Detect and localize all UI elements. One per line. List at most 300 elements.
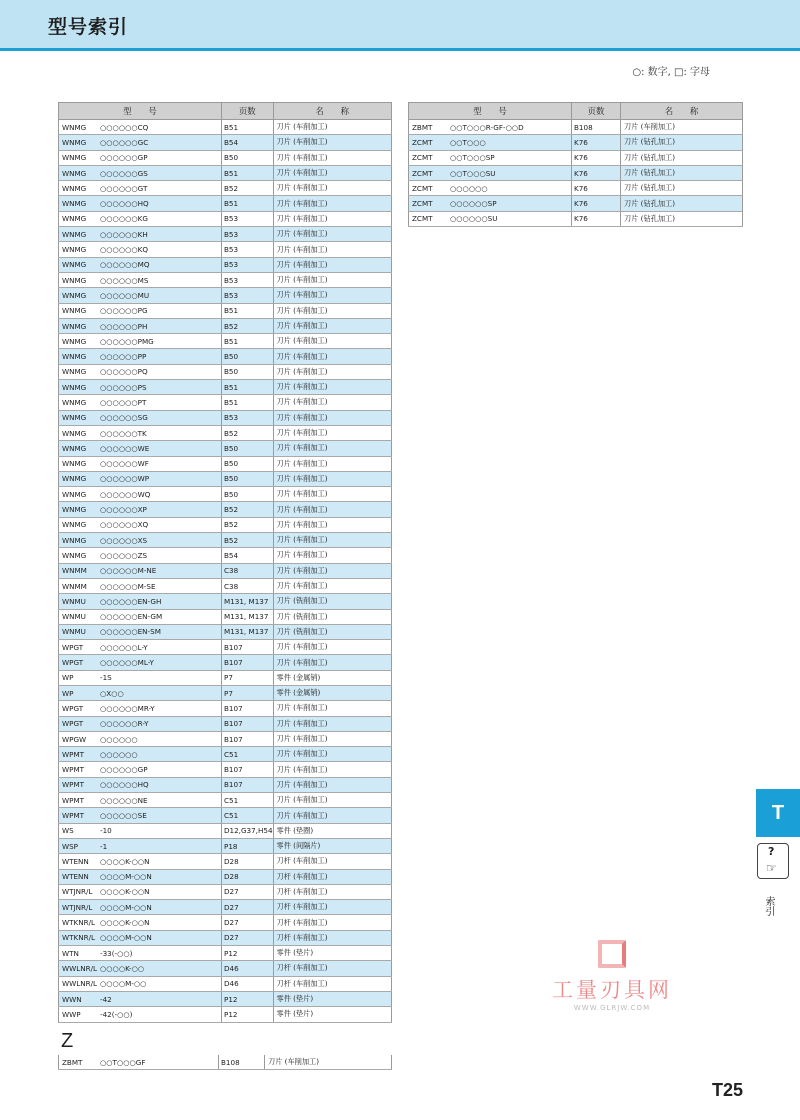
model-code: WTKNR/L [62, 918, 96, 928]
model-code: WNMG [62, 245, 87, 255]
model-cell [59, 257, 222, 272]
page-ref-cell: B107 [222, 762, 274, 777]
product-name-cell: 刀片 (车削加工) [273, 701, 391, 716]
page-ref-cell: B107 [222, 777, 274, 792]
model-code: WNMG [62, 520, 87, 530]
model-cell [59, 196, 222, 211]
page-ref-cell: B52 [222, 533, 274, 548]
model-cell [59, 716, 222, 731]
model-cell [59, 349, 222, 364]
model-variant: -10 [100, 826, 112, 836]
table-row [59, 930, 392, 945]
model-variant: ○○○○○○PS [100, 382, 147, 392]
table-row [59, 471, 392, 486]
product-name-cell: 刀片 (车削加工) [273, 425, 391, 440]
page-ref-cell: B52 [222, 425, 274, 440]
product-name-cell: 刀片 (车削加工) [273, 487, 391, 502]
product-name-cell: 刀片 (钻孔加工) [621, 150, 743, 165]
table-row [59, 854, 392, 869]
table-row [59, 395, 392, 410]
table-row [59, 533, 392, 548]
product-name-cell: 刀片 (车削加工) [273, 395, 391, 410]
model-code: WTKNR/L [62, 933, 96, 943]
model-code: WNMG [62, 153, 87, 163]
model-variant: ○○T○○○SP [450, 153, 495, 163]
model-cell [59, 380, 222, 395]
model-cell [59, 517, 222, 532]
model-variant: ○○○○○○MR-Y [100, 703, 155, 713]
model-code: WP [62, 673, 74, 683]
page-ref-cell: B107 [222, 731, 274, 746]
table-row [59, 425, 392, 440]
model-variant: ○○T○○○R-GF-○○D [450, 122, 524, 132]
model-cell [59, 242, 222, 257]
model-variant: ○○○○○○WP [100, 474, 150, 484]
product-name-cell: 刀片 (车削加工) [273, 181, 391, 196]
table-row [409, 196, 743, 211]
model-cell [59, 900, 222, 915]
page-ref-cell: K76 [572, 181, 621, 196]
model-cell [59, 395, 222, 410]
model-code: WNMG [62, 306, 87, 316]
model-variant: ○○○○○○PT [100, 397, 147, 407]
product-name-cell: 刀片 (车削加工) [273, 563, 391, 578]
model-code: WPMT [62, 765, 85, 775]
model-code: WNMG [62, 336, 87, 346]
product-name-cell: 刀片 (车削加工) [273, 272, 391, 287]
page-ref-cell: B51 [222, 120, 274, 135]
section-tab-t[interactable]: T [756, 789, 800, 837]
table-row [59, 272, 392, 287]
product-name-cell: 刀片 (车削加工) [273, 747, 391, 762]
table-row [59, 624, 392, 639]
model-index-table-z [58, 1055, 392, 1070]
product-name-cell: 刀片 (车削加工) [273, 441, 391, 456]
page-ref-cell: C51 [222, 747, 274, 762]
model-code: WP [62, 688, 74, 698]
page-ref-cell: K76 [572, 165, 621, 180]
page-ref-cell: B51 [222, 303, 274, 318]
model-cell [59, 303, 222, 318]
model-cell [59, 288, 222, 303]
product-name-cell: 刀片 (车削加工) [273, 410, 391, 425]
model-cell [59, 640, 222, 655]
table-row [59, 808, 392, 823]
model-variant: ○○○○○○R-Y [100, 719, 149, 729]
product-name-cell: 刀片 (车削加工) [273, 349, 391, 364]
model-code: WNMG [62, 183, 87, 193]
section-heading-z: Z [61, 1030, 74, 1052]
product-name-cell: 零件 (垫片) [273, 1007, 391, 1022]
model-code: WPGT [62, 719, 84, 729]
model-cell [409, 211, 572, 226]
product-name-cell: 刀片 (车削加工) [273, 456, 391, 471]
model-cell [59, 670, 222, 685]
product-name-cell: 刀片 (钻孔加工) [621, 196, 743, 211]
page-ref-cell: D28 [222, 869, 274, 884]
page-ref-cell: B53 [222, 257, 274, 272]
model-cell [59, 838, 222, 853]
model-cell [59, 624, 222, 639]
product-name-cell: 刀片 (车削加工) [273, 517, 391, 532]
table-row [59, 211, 392, 226]
model-code: WPGT [62, 642, 84, 652]
table-row [59, 762, 392, 777]
model-cell [59, 762, 222, 777]
table-row [59, 946, 392, 961]
model-code: WNMG [62, 382, 87, 392]
model-cell [59, 609, 222, 624]
product-name-cell: 刀片 (车削加工) [273, 808, 391, 823]
table-row [59, 318, 392, 333]
product-name-cell: 刀片 (车削加工) [273, 318, 391, 333]
symbol-legend: ○: 数字, □: 字母 [632, 67, 710, 78]
model-variant: ○○○○M-○○N [100, 902, 152, 912]
page-ref-cell: B51 [222, 196, 274, 211]
model-cell [59, 181, 222, 196]
model-code: WNMG [62, 290, 87, 300]
table-row [409, 150, 743, 165]
model-code: WNMG [62, 474, 87, 484]
model-cell [59, 563, 222, 578]
page-ref-cell: B50 [222, 150, 274, 165]
model-code: WNMG [62, 260, 87, 270]
model-cell [59, 930, 222, 945]
model-code: WNMU [62, 612, 86, 622]
model-code: WNMG [62, 443, 87, 453]
table-row [59, 517, 392, 532]
product-name-cell: 刀片 (车削加工) [273, 303, 391, 318]
model-variant: ○○○○K-○○N [100, 918, 150, 928]
watermark [538, 940, 686, 1012]
product-name-cell: 零件 (金属销) [273, 685, 391, 700]
table-row [59, 456, 392, 471]
model-cell [59, 318, 222, 333]
model-variant: ○○○○○○HQ [100, 199, 149, 209]
model-cell [59, 946, 222, 961]
model-code: WPMT [62, 811, 85, 820]
model-cell [59, 991, 222, 1006]
model-code: ZCMT [412, 214, 433, 224]
model-cell [59, 135, 222, 150]
table-row [59, 242, 392, 257]
column-header-page: 页数 [572, 103, 621, 120]
model-cell [59, 1055, 219, 1070]
product-name-cell: 刀片 (车削加工) [273, 150, 391, 165]
help-box [757, 843, 789, 879]
table-row [59, 410, 392, 425]
model-variant: -42(-○○) [100, 1009, 133, 1019]
page-ref-cell: D12,G37,H54 [222, 823, 274, 838]
page-ref-cell: B53 [222, 227, 274, 242]
page-ref-cell: C38 [222, 563, 274, 578]
product-name-cell: 刀片 (车削加工) [273, 640, 391, 655]
table-row [59, 777, 392, 792]
table-row [59, 502, 392, 517]
model-code: WNMG [62, 137, 87, 147]
page-ref-cell: B108 [572, 120, 621, 135]
model-variant: ○○○○○○GS [100, 168, 148, 178]
model-cell [59, 441, 222, 456]
product-name-cell: 刀片 (车削加工) [273, 242, 391, 257]
model-cell [59, 808, 222, 823]
model-cell [59, 823, 222, 838]
model-cell [59, 150, 222, 165]
product-name-cell: 刀杆 (车削加工) [273, 884, 391, 899]
table-row [59, 823, 392, 838]
model-variant: ○○○○○○PMG [100, 336, 154, 346]
model-variant: ○○○○M-○○N [100, 872, 152, 882]
model-variant: ○○○○○○MQ [100, 260, 150, 270]
model-code: WNMG [62, 352, 87, 362]
model-variant: ○○○○○○KH [100, 229, 148, 239]
model-cell [59, 364, 222, 379]
model-code: WNMG [62, 428, 87, 438]
page-ref-cell: B53 [222, 272, 274, 287]
page-ref-cell: B52 [222, 517, 274, 532]
model-variant: ○○○○M-○○N [100, 933, 152, 943]
model-variant: -33(-○○) [100, 948, 133, 958]
model-variant: ○○○○○○ML-Y [100, 658, 154, 668]
model-variant: ○○○○○○PH [100, 321, 148, 331]
watermark-url: WWW.GLRJW.COM [573, 1004, 651, 1012]
model-variant: ○○○○○○CQ [100, 122, 149, 132]
model-index-table-left [58, 102, 392, 1023]
model-variant: ○○○○○○TK [100, 428, 147, 438]
page-ref-cell: B107 [222, 655, 274, 670]
product-name-cell: 刀片 (车削加工) [273, 716, 391, 731]
model-variant: ○○○○○○XQ [100, 520, 149, 530]
column-header-name: 名 称 [621, 103, 743, 120]
page-ref-cell: B107 [222, 640, 274, 655]
model-variant: ○○○○○○SU [450, 214, 498, 224]
model-code: WNMG [62, 367, 87, 377]
page-ref-cell: D27 [222, 930, 274, 945]
product-name-cell: 刀片 (车削加工) [273, 502, 391, 517]
product-name-cell: 刀杆 (车削加工) [273, 900, 391, 915]
page-ref-cell: B52 [222, 181, 274, 196]
model-code: WWLNR/L [62, 979, 98, 989]
model-code: WTN [62, 948, 79, 958]
page-ref-cell: B50 [222, 349, 274, 364]
model-cell [59, 685, 222, 700]
model-code: ZCMT [412, 183, 433, 193]
model-variant: -1S [100, 673, 112, 683]
product-name-cell: 刀片 (车削加工) [273, 762, 391, 777]
model-cell [59, 211, 222, 226]
model-cell [59, 334, 222, 349]
page-ref-cell: C38 [222, 578, 274, 593]
model-code: ZCMT [412, 199, 433, 209]
model-variant: ○X○○ [100, 688, 124, 698]
page-ref-cell: P12 [222, 946, 274, 961]
model-code: ZCMT [412, 137, 433, 147]
table-row [59, 1007, 392, 1022]
product-name-cell: 刀片 (车削加工) [273, 196, 391, 211]
page-ref-cell: B53 [222, 211, 274, 226]
model-code: WNMG [62, 535, 87, 545]
product-name-cell: 刀杆 (车削加工) [273, 976, 391, 991]
model-cell [59, 655, 222, 670]
page-ref-cell: P12 [222, 991, 274, 1006]
model-variant: ○○○○K-○○N [100, 856, 150, 866]
page-ref-cell: B51 [222, 165, 274, 180]
page-ref-cell: P7 [222, 670, 274, 685]
model-cell [59, 869, 222, 884]
table-row [59, 594, 392, 609]
model-code: WTENN [62, 856, 89, 866]
product-name-cell: 刀片 (钻孔加工) [621, 181, 743, 196]
product-name-cell: 刀片 (铣削加工) [273, 624, 391, 639]
model-code: WPGT [62, 658, 84, 668]
column-header-name: 名 称 [273, 103, 391, 120]
model-cell [59, 578, 222, 593]
model-code: WNMG [62, 214, 87, 224]
product-name-cell: 刀片 (车削加工) [273, 533, 391, 548]
model-cell [59, 747, 222, 762]
table-row [59, 685, 392, 700]
page-ref-cell: B53 [222, 242, 274, 257]
product-name-cell: 刀杆 (车削加工) [273, 961, 391, 976]
table-row [59, 181, 392, 196]
table-row [59, 563, 392, 578]
model-cell [59, 120, 222, 135]
product-name-cell: 刀片 (铣削加工) [273, 609, 391, 624]
model-code: WNMG [62, 275, 87, 285]
model-cell [59, 456, 222, 471]
table-row [59, 487, 392, 502]
model-variant: ○○○○M-○○ [100, 979, 147, 989]
model-code: ZCMT [412, 153, 433, 163]
model-code: WNMG [62, 199, 87, 209]
model-variant: ○○○○○○ [100, 734, 138, 744]
model-cell [59, 701, 222, 716]
page-ref-cell: B54 [222, 135, 274, 150]
product-name-cell: 刀片 (车削加工) [265, 1055, 392, 1070]
page-ref-cell: B53 [222, 288, 274, 303]
table-row [59, 900, 392, 915]
table-row [59, 731, 392, 746]
model-cell [59, 854, 222, 869]
page-ref-cell: B54 [222, 548, 274, 563]
page-ref-cell: D27 [222, 900, 274, 915]
column-header-page: 页数 [222, 103, 274, 120]
model-variant: -42 [100, 994, 112, 1004]
product-name-cell: 刀杆 (车削加工) [273, 869, 391, 884]
page-ref-cell: D46 [222, 961, 274, 976]
model-variant: ○○○○○○HQ [100, 780, 149, 790]
table-row [59, 334, 392, 349]
product-name-cell: 刀片 (车削加工) [273, 471, 391, 486]
table-row [59, 976, 392, 991]
table-row [59, 150, 392, 165]
product-name-cell: 刀片 (车削加工) [273, 731, 391, 746]
model-code: WNMG [62, 122, 87, 132]
product-name-cell: 刀片 (车削加工) [273, 578, 391, 593]
model-code: WNMU [62, 627, 86, 637]
model-code: WWP [62, 1009, 81, 1019]
page-ref-cell: B50 [222, 456, 274, 471]
model-variant: ○○T○○○ [450, 137, 486, 147]
table-row [59, 578, 392, 593]
table-row [409, 211, 743, 226]
model-code: WNMG [62, 229, 87, 239]
model-code: WNMG [62, 550, 87, 560]
model-code: WPMT [62, 749, 85, 759]
model-code: WSP [62, 841, 79, 851]
model-code: WTJNR/L [62, 887, 93, 897]
model-variant: ○○○○○○XP [100, 505, 147, 515]
page-ref-cell: D27 [222, 915, 274, 930]
page-ref-cell: B51 [222, 380, 274, 395]
product-name-cell: 刀片 (车削加工) [273, 211, 391, 226]
model-cell [59, 1007, 222, 1022]
model-cell [59, 165, 222, 180]
page-ref-cell: B107 [222, 701, 274, 716]
page-ref-cell: P12 [222, 1007, 274, 1022]
table-row [59, 884, 392, 899]
table-row [59, 380, 392, 395]
table-row [59, 257, 392, 272]
table-row [59, 196, 392, 211]
model-code: WPGW [62, 734, 87, 744]
model-variant: ○○○○○○EN-GM [100, 612, 163, 622]
product-name-cell: 刀片 (车削加工) [273, 257, 391, 272]
model-variant: ○○○○○○NE [100, 795, 148, 805]
page-ref-cell: B50 [222, 471, 274, 486]
column-header-model: 型 号 [59, 103, 222, 120]
page-ref-cell: B51 [222, 395, 274, 410]
page-ref-cell: B107 [222, 716, 274, 731]
table-row [59, 288, 392, 303]
model-variant: ○○○○○○WE [100, 443, 150, 453]
product-name-cell: 零件 (金属销) [273, 670, 391, 685]
model-cell [409, 150, 572, 165]
model-code: WPMT [62, 780, 85, 790]
model-variant: ○○○○○○EN-GH [100, 596, 162, 606]
product-name-cell: 刀片 (车削加工) [273, 364, 391, 379]
watermark-text: 工量刃具网 [552, 978, 672, 1002]
product-name-cell: 刀片 (车削加工) [273, 120, 391, 135]
product-name-cell: 刀片 (钻孔加工) [621, 211, 743, 226]
table-row [59, 991, 392, 1006]
page-ref-cell: D27 [222, 884, 274, 899]
model-index-table-right [408, 102, 743, 227]
table-row [59, 303, 392, 318]
product-name-cell: 刀片 (铣削加工) [273, 594, 391, 609]
model-variant: ○○○○○○L-Y [100, 642, 148, 652]
model-variant: ○○○○○○GT [100, 183, 148, 193]
model-variant: ○○○○○○PQ [100, 367, 148, 377]
model-variant: ○○T○○○GF [100, 1057, 146, 1067]
product-name-cell: 刀杆 (车削加工) [273, 915, 391, 930]
product-name-cell: 刀片 (钻孔加工) [621, 135, 743, 150]
model-variant: ○○○○○○MU [100, 290, 150, 300]
table-row [59, 915, 392, 930]
product-name-cell: 刀片 (车削加工) [621, 120, 743, 135]
model-code: WPGT [62, 703, 84, 713]
page-ref-cell: M131, M137 [222, 624, 274, 639]
model-variant: ○○○○○○M-SE [100, 581, 156, 591]
model-variant: ○○○○○○ZS [100, 550, 148, 560]
table-row [59, 640, 392, 655]
model-cell [59, 731, 222, 746]
model-variant: ○○○○○○ [450, 183, 488, 193]
column-header-model: 型 号 [409, 103, 572, 120]
model-cell [409, 196, 572, 211]
table-row [59, 793, 392, 808]
model-cell [59, 533, 222, 548]
